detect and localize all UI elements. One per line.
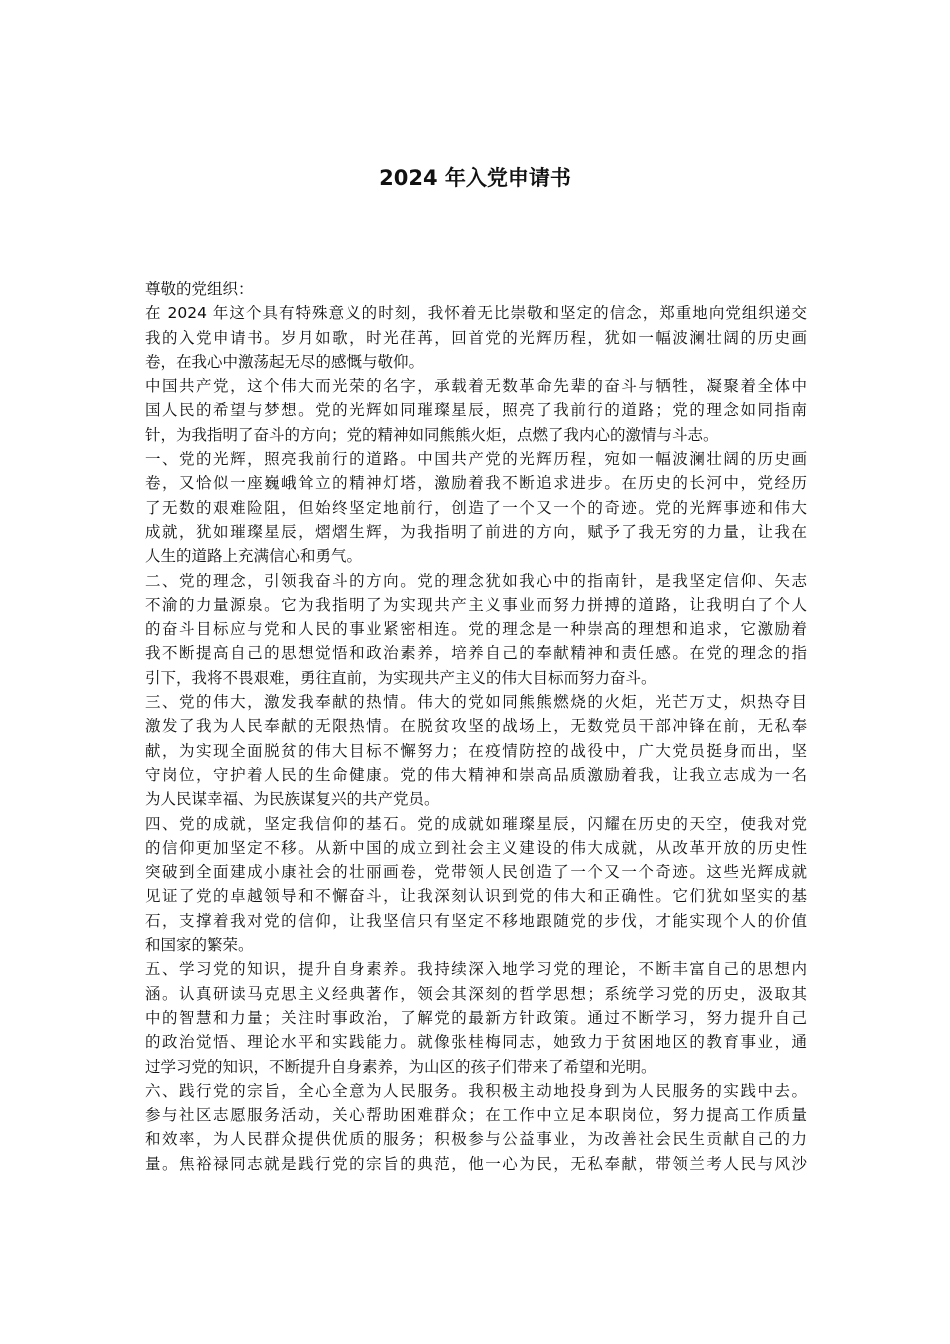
body-line: 成就，犹如璀璨星辰，熠熠生辉，为我指明了前进的方向，赋予了我无穷的力量，让我在 [145, 522, 807, 541]
body-line: 参与社区志愿服务活动，关心帮助困难群众；在工作中立足本职岗位，努力提高工作质量 [145, 1106, 807, 1125]
body-line: 过学习党的知识，不断提升自身素养，为山区的孩子们带来了希望和光明。 [145, 1057, 657, 1076]
body-line: 量。焦裕禄同志就是践行党的宗旨的典范，他一心为民，无私奉献，带领兰考人民与风沙 [145, 1154, 807, 1173]
body-line: 一、党的光辉，照亮我前行的道路。中国共产党的光辉历程，宛如一幅波澜壮阔的历史画 [145, 450, 807, 469]
body-line: 守岗位，守护着人民的生命健康。党的伟大精神和崇高品质激励着我，让我立志成为一名 [145, 765, 807, 784]
body-line: 针，为我指明了奋斗的方向；党的精神如同熊熊火炬，点燃了我内心的激情与斗志。 [145, 425, 719, 444]
body-line: 卷，又恰似一座巍峨耸立的精神灯塔，激励着我不断追求进步。在历史的长河中，党经历 [145, 474, 807, 493]
body-line: 三、党的伟大，激发我奉献的热情。伟大的党如同熊熊燃烧的火炬，光芒万丈，炽热夺目 [145, 693, 807, 712]
body-line: 激发了我为人民奉献的无限热情。在脱贫攻坚的战场上，无数党员干部冲锋在前，无私奉 [145, 717, 807, 736]
body-line: 见证了党的卓越领导和不懈奋斗，让我深刻认识到党的伟大和正确性。它们犹如坚实的基 [145, 887, 807, 906]
body-line: 引下，我将不畏艰难，勇往直前，为实现共产主义的伟大目标而努力奋斗。 [145, 668, 657, 687]
body-line: 五、学习党的知识，提升自身素养。我持续深入地学习党的理论，不断丰富自己的思想内 [145, 960, 807, 979]
body-line: 的信仰更加坚定不移。从新中国的成立到社会主义建设的伟大成就，从改革开放的历史性 [145, 838, 807, 857]
body-line: 人生的道路上充满信心和勇气。 [145, 547, 363, 566]
document-body [145, 277, 807, 1176]
body-line: 石，支撑着我对党的信仰，让我坚信只有坚定不移地跟随党的步伐，才能实现个人的价值 [145, 911, 807, 930]
body-line: 在 2024 年这个具有特殊意义的时刻，我怀着无比崇敬和坚定的信念，郑重地向党组织递交 [145, 304, 807, 323]
body-line: 六、践行党的宗旨，全心全意为人民服务。我积极主动地投身到为人民服务的实践中去。 [145, 1081, 807, 1100]
body-line: 的奋斗目标应与党和人民的事业紧密相连。党的理念是一种崇高的理想和追求，它激励着 [145, 620, 807, 639]
body-line: 突破到全面建成小康社会的壮丽画卷，党带领人民创造了一个又一个奇迹。这些光辉成就 [145, 863, 807, 882]
body-line: 中国共产党，这个伟大而光荣的名字，承载着无数革命先辈的奋斗与牺牲，凝聚着全体中 [145, 377, 807, 396]
body-line: 和国家的繁荣。 [145, 936, 254, 955]
body-line: 和效率，为人民群众提供优质的服务；积极参与公益事业，为改善社会民生贡献自己的力 [145, 1130, 807, 1149]
body-line: 二、党的理念，引领我奋斗的方向。党的理念犹如我心中的指南针，是我坚定信仰、矢志 [145, 571, 807, 590]
body-line: 我不断提高自己的思想觉悟和政治素养，培养自己的奉献精神和责任感。在党的理念的指 [145, 644, 807, 663]
document-title: 2024 年入党申请书 [379, 166, 571, 190]
body-line: 卷，在我心中激荡起无尽的感慨与敬仰。 [145, 352, 425, 371]
body-line: 献，为实现全面脱贫的伟大目标不懈努力；在疫情防控的战役中，广大党员挺身而出，坚 [145, 741, 807, 760]
body-line: 四、党的成就，坚定我信仰的基石。党的成就如璀璨星辰，闪耀在历史的天空，使我对党 [145, 814, 807, 833]
body-line: 了无数的艰难险阻，但始终坚定地前行，创造了一个又一个的奇迹。党的光辉事迹和伟大 [145, 498, 807, 517]
body-line: 的政治觉悟、理论水平和实践能力。就像张桂梅同志，她致力于贫困地区的教育事业，通 [145, 1033, 807, 1052]
body-line: 涵。认真研读马克思主义经典著作，领会其深刻的哲学思想；系统学习党的历史，汲取其 [145, 984, 807, 1003]
body-line: 国人民的希望与梦想。党的光辉如同璀璨星辰，照亮了我前行的道路；党的理念如同指南 [145, 401, 807, 420]
body-line: 为人民谋幸福、为民族谋复兴的共产党员。 [145, 790, 440, 809]
body-line: 不渝的力量源泉。它为我指明了为实现共产主义事业而努力拼搏的道路，让我明白了个人 [145, 595, 807, 614]
body-line: 我的入党申请书。岁月如歌，时光荏苒，回首党的光辉历程，犹如一幅波澜壮阔的历史画 [145, 328, 807, 347]
body-line: 中的智慧和力量；关注时事政治，了解党的最新方针政策。通过不断学习，努力提升自己 [145, 1008, 807, 1027]
body-line: 尊敬的党组织： [145, 280, 254, 298]
